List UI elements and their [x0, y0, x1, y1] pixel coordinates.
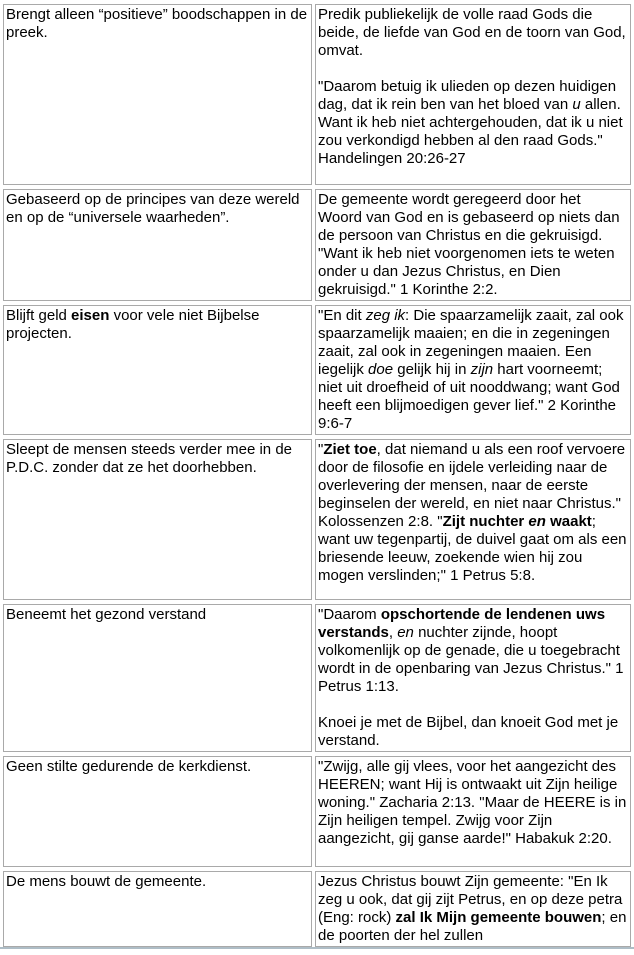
- paragraph: [6, 606, 309, 624]
- page-bottom-edge: [0, 947, 634, 949]
- text-run: "En dit: [318, 307, 366, 324]
- text-run: en: [397, 624, 414, 641]
- text-run: "Zwijg, alle gij vlees, voor het aangezicht des HEEREN; want Hij is ontwaakt uit Zijn heilige woning." Zacharia 2:13. "Maar de HEERE is in Zijn heiligen tempel. Zwijg voor Zijn aangezicht, gij ganse aarde!" Habakuk 2:20.: [318, 758, 627, 847]
- statement-cell: [3, 439, 312, 600]
- text-run: doe: [368, 361, 394, 378]
- text-run: waakt: [545, 513, 592, 530]
- text-run: : Die spaarzamelijk zaait, zal ook spaarzamelijk maaien; en die in zegeningen zaait, zal ook in zegeningen maaien. Een iegelijk: [318, 307, 624, 378]
- table-row: [3, 4, 631, 185]
- text-run: Jezus Christus bouwt Zijn gemeente: "En Ik zeg u ook, dat gij zijt Petrus, en op deze petra (Eng: rock): [318, 873, 623, 926]
- text-run: De mens bouwt de gemeente.: [6, 873, 207, 890]
- scripture-cell: [315, 756, 631, 867]
- text-run: Sleept de mensen steeds verder mee in de P.D.C. zonder dat ze het doorhebben.: [6, 441, 293, 476]
- text-run: eisen: [71, 307, 110, 324]
- statement-cell: [3, 189, 312, 301]
- text-run: Blijft geld: [6, 307, 72, 324]
- text-run: zeg ik: [365, 307, 406, 324]
- paragraph: [318, 606, 628, 696]
- text-run: Ziet toe: [323, 441, 377, 458]
- paragraph: [6, 758, 309, 776]
- paragraph: [318, 78, 628, 168]
- paragraph: [6, 873, 309, 891]
- text-run: hart voorneemt; niet uit droefheid of uit nooddwang; want God heeft een blijmoedigen gever lief." 2 Korinthe 9:6-7: [318, 361, 620, 432]
- text-run: opschortende de lendenen uws verstands: [318, 606, 606, 641]
- paragraph: [318, 758, 628, 848]
- text-run: en: [528, 513, 546, 530]
- paragraph: [318, 873, 628, 945]
- paragraph: [6, 441, 309, 477]
- text-run: gelijk hij in: [393, 361, 471, 378]
- statement-cell: [3, 604, 312, 752]
- text-run: ": [318, 441, 324, 458]
- text-run: ; want uw tegenpartij, de duivel gaat om als een briesende leeuw, zoekende wien hij zou mogen verslinden;" 1 Petrus 5:8.: [318, 513, 627, 584]
- text-run: De gemeente wordt geregeerd door het Woord van God en is gebaseerd op niets dan de persoon van Christus en die gekruisigd. "Want ik heb niet voorgenomen iets te weten onder u dan Jezus Christus, en Dien gekruisigd." 1 Korinthe 2:2.: [318, 191, 620, 298]
- text-run: Predik publiekelijk de volle raad Gods die beide, de liefde van God en de toorn van God, omvat.: [318, 6, 626, 59]
- text-run: allen. Want ik heb niet achtergehouden, dat ik u niet zou verkondigd hebben al den raad Gods." Handelingen 20:26-27: [318, 96, 623, 167]
- text-run: u: [572, 96, 581, 113]
- paragraph: [6, 6, 309, 42]
- scripture-cell: [315, 4, 631, 185]
- text-run: Brengt alleen “positieve” boodschappen in de preek.: [6, 6, 308, 41]
- scripture-cell: [315, 189, 631, 301]
- text-run: "Daarom betuig ik ulieden op dezen huidigen dag, dat ik rein ben van het bloed van: [318, 78, 617, 113]
- table-row: [3, 604, 631, 752]
- table-row: [3, 756, 631, 867]
- text-run: Zijt nuchter: [442, 513, 529, 530]
- paragraph: [318, 714, 628, 750]
- text-run: zijn: [470, 361, 494, 378]
- text-run: Beneemt het gezond verstand: [6, 606, 207, 623]
- table-row: [3, 439, 631, 600]
- statement-cell: [3, 756, 312, 867]
- text-run: ,: [388, 624, 398, 641]
- text-run: voor vele niet Bijbelse projecten.: [6, 307, 260, 342]
- table-row: [3, 189, 631, 301]
- paragraph: [318, 6, 628, 60]
- paragraph: [318, 441, 628, 585]
- scripture-cell: [315, 305, 631, 435]
- text-run: Knoei je met de Bijbel, dan knoeit God met je verstand.: [318, 714, 619, 749]
- statement-cell: [3, 4, 312, 185]
- scripture-cell: [315, 439, 631, 600]
- statement-cell: [3, 305, 312, 435]
- paragraph: [6, 307, 309, 343]
- paragraph: [318, 307, 628, 433]
- table-row: [3, 871, 631, 947]
- paragraph: [6, 191, 309, 227]
- text-run: ; en de poorten der hel zullen: [318, 909, 627, 944]
- text-run: Gebaseerd op de principes van deze wereld en op de “universele waarheden”.: [6, 191, 300, 226]
- text-run: , dat niemand u als een roof vervoere door de filosofie en ijdele verleiding naar de overlevering der mensen, naar de eerste beginselen der wereld, en niet naar Christus." Kolossenzen 2:8. ": [318, 441, 626, 530]
- paragraph: [318, 191, 628, 299]
- text-run: Geen stilte gedurende de kerkdienst.: [6, 758, 252, 775]
- scripture-cell: [315, 871, 631, 947]
- table-row: [3, 305, 631, 435]
- scripture-cell: [315, 604, 631, 752]
- statement-cell: [3, 871, 312, 947]
- text-run: "Daarom: [318, 606, 381, 623]
- text-run: zal Ik Mijn gemeente bouwen: [395, 909, 602, 926]
- text-run: nuchter zijnde, hoopt volkomenlijk op de genade, die u toegebracht wordt in de openbaring van Jezus Christus." 1 Petrus 1:13.: [318, 624, 624, 695]
